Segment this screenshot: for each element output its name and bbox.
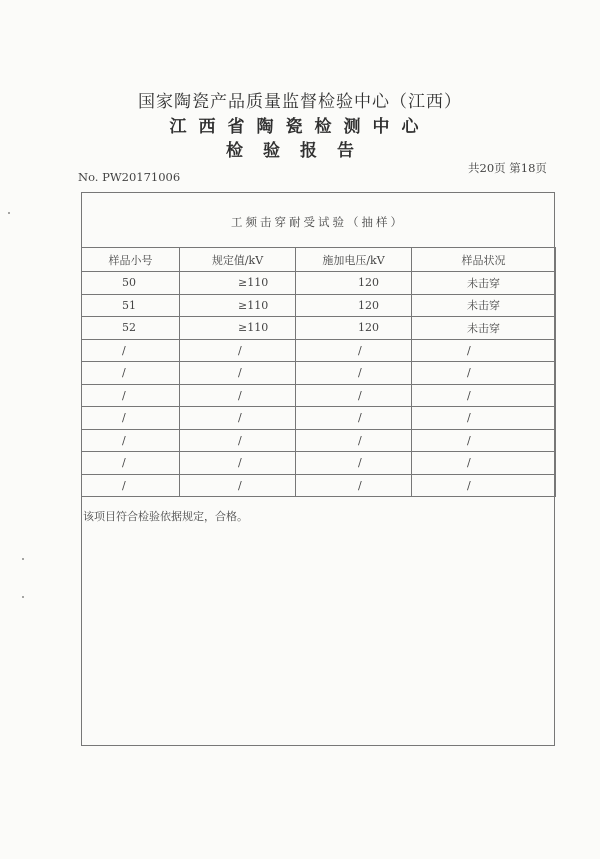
cell-sample-no: / <box>82 384 180 407</box>
cell-sample-no: 51 <box>82 294 180 317</box>
cell-applied-voltage: / <box>296 384 412 407</box>
cell-sample-condition: / <box>412 452 556 475</box>
cell-applied-voltage: / <box>296 362 412 385</box>
cell-sample-no: / <box>82 429 180 452</box>
cell-applied-voltage: 120 <box>296 272 412 295</box>
table-row <box>82 407 556 430</box>
cell-applied-voltage: / <box>296 339 412 362</box>
cell-sample-condition: / <box>412 339 556 362</box>
table-row <box>82 339 556 362</box>
page-indicator: 共20页 第18页 <box>468 161 547 175</box>
cell-specified-value: / <box>180 452 296 475</box>
cell-sample-no: / <box>82 474 180 497</box>
cell-specified-value: ≥110 <box>180 272 296 295</box>
cell-applied-voltage: / <box>296 407 412 430</box>
cell-sample-no: / <box>82 407 180 430</box>
cell-sample-no: / <box>82 362 180 385</box>
report-title: 检验报告 <box>226 141 374 161</box>
table-row <box>82 362 556 385</box>
cell-sample-condition: / <box>412 362 556 385</box>
cell-sample-no: / <box>82 339 180 362</box>
column-header-specified-value: 规定值/kV <box>180 248 296 272</box>
cell-sample-condition: / <box>412 474 556 497</box>
center-name: 江西省陶瓷检测中心 <box>169 117 431 137</box>
cell-sample-condition: 未击穿 <box>412 317 556 340</box>
cell-specified-value: ≥110 <box>180 317 296 340</box>
table-row <box>82 474 556 497</box>
org-name: 国家陶瓷产品质量监督检验中心（江西） <box>138 92 462 112</box>
cell-applied-voltage: / <box>296 429 412 452</box>
table-row <box>82 317 556 340</box>
conclusion-text: 该项目符合检验依据规定，合格。 <box>83 510 248 523</box>
cell-applied-voltage: / <box>296 452 412 475</box>
table-header-row <box>82 248 556 272</box>
cell-sample-no: / <box>82 452 180 475</box>
cell-specified-value: / <box>180 362 296 385</box>
cell-sample-condition: / <box>412 407 556 430</box>
column-header-sample-no: 样品小号 <box>82 248 180 272</box>
table-row <box>82 294 556 317</box>
table-row <box>82 452 556 475</box>
column-header-applied-voltage: 施加电压/kV <box>296 248 412 272</box>
cell-applied-voltage: / <box>296 474 412 497</box>
cell-specified-value: / <box>180 407 296 430</box>
table-row <box>82 429 556 452</box>
cell-sample-no: 52 <box>82 317 180 340</box>
scan-speck <box>22 596 24 598</box>
report-number: No. PW20171006 <box>78 170 181 184</box>
cell-sample-condition: / <box>412 429 556 452</box>
results-table <box>81 247 556 497</box>
cell-applied-voltage: 120 <box>296 317 412 340</box>
scan-speck <box>22 558 24 560</box>
cell-sample-condition: 未击穿 <box>412 294 556 317</box>
cell-sample-condition: / <box>412 384 556 407</box>
scan-speck <box>8 212 10 214</box>
cell-applied-voltage: 120 <box>296 294 412 317</box>
cell-specified-value: ≥110 <box>180 294 296 317</box>
table-row <box>82 384 556 407</box>
table-row <box>82 272 556 295</box>
section-title: 工频击穿耐受试验（抽样） <box>231 215 405 229</box>
cell-specified-value: / <box>180 474 296 497</box>
cell-sample-no: 50 <box>82 272 180 295</box>
column-header-sample-condition: 样品状况 <box>412 248 556 272</box>
cell-specified-value: / <box>180 339 296 362</box>
cell-specified-value: / <box>180 384 296 407</box>
cell-sample-condition: 未击穿 <box>412 272 556 295</box>
cell-specified-value: / <box>180 429 296 452</box>
